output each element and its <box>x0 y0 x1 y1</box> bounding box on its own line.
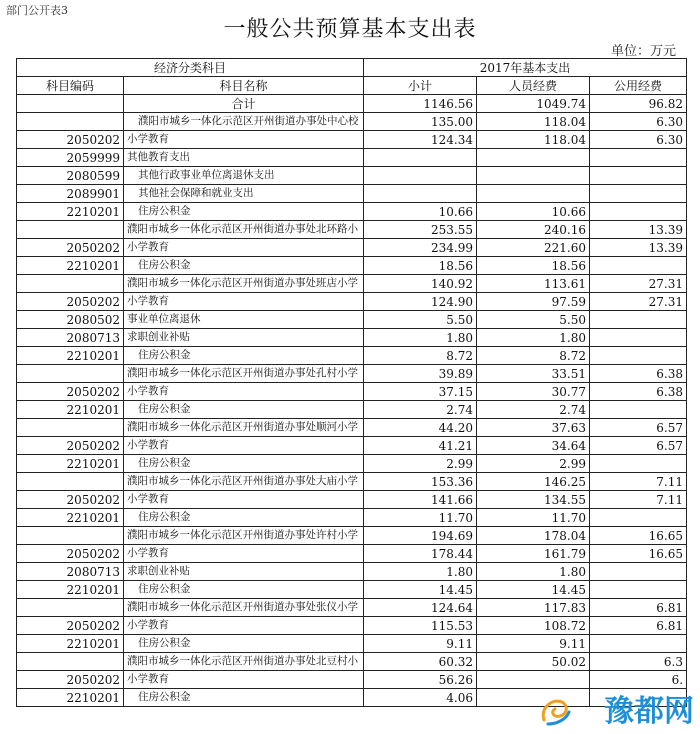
cell-name: 住房公积金 <box>124 581 364 599</box>
cell-public <box>590 563 687 581</box>
table-row <box>17 491 687 509</box>
cell-public <box>590 167 687 185</box>
cell-subtotal: 9.11 <box>364 635 477 653</box>
cell-personnel: 9.11 <box>477 635 590 653</box>
cell-name: 其他社会保障和就业支出 <box>124 185 364 203</box>
col-header-name: 科目名称 <box>124 77 364 95</box>
cell-subtotal: 14.45 <box>364 581 477 599</box>
cell-public: 16.65 <box>590 527 687 545</box>
cell-public <box>590 149 687 167</box>
cell-code <box>17 113 124 131</box>
cell-subtotal: 11.70 <box>364 509 477 527</box>
cell-subtotal: 115.53 <box>364 617 477 635</box>
cell-code: 2210201 <box>17 257 124 275</box>
table-row <box>17 419 687 437</box>
cell-personnel: 2.74 <box>477 401 590 419</box>
cell-code: 2050202 <box>17 437 124 455</box>
cell-code: 2080713 <box>17 329 124 347</box>
cell-code: 2050202 <box>17 239 124 257</box>
table-row <box>17 257 687 275</box>
group-header-basic-expense: 2017年基本支出 <box>364 59 687 77</box>
table-row <box>17 95 687 113</box>
cell-name: 事业单位离退休 <box>124 311 364 329</box>
table-column-header-row <box>17 77 687 95</box>
cell-personnel: 37.63 <box>477 419 590 437</box>
table-row <box>17 545 687 563</box>
cell-name: 住房公积金 <box>124 203 364 221</box>
cell-subtotal: 5.50 <box>364 311 477 329</box>
cell-code: 2210201 <box>17 347 124 365</box>
cell-code: 2080502 <box>17 311 124 329</box>
cell-personnel: 134.55 <box>477 491 590 509</box>
table-group-header-row <box>17 59 687 77</box>
cell-subtotal: 1146.56 <box>364 95 477 113</box>
cell-public: 13.39 <box>590 221 687 239</box>
cell-personnel <box>477 167 590 185</box>
cell-name: 小学教育 <box>124 617 364 635</box>
cell-subtotal: 1.80 <box>364 563 477 581</box>
cell-subtotal: 124.90 <box>364 293 477 311</box>
cell-personnel <box>477 671 590 689</box>
cell-subtotal: 18.56 <box>364 257 477 275</box>
table-row <box>17 581 687 599</box>
cell-code <box>17 95 124 113</box>
table-row <box>17 455 687 473</box>
cell-name: 住房公积金 <box>124 257 364 275</box>
cell-name: 住房公积金 <box>124 509 364 527</box>
cell-subtotal: 60.32 <box>364 653 477 671</box>
col-header-public: 公用经费 <box>590 77 687 95</box>
cell-public: 13.39 <box>590 239 687 257</box>
cell-public: 6.30 <box>590 113 687 131</box>
cell-name: 濮阳市城乡一体化示范区开州街道办事处大庙小学 <box>124 473 364 491</box>
cell-code: 2050202 <box>17 131 124 149</box>
cell-name: 住房公积金 <box>124 347 364 365</box>
cell-personnel: 8.72 <box>477 347 590 365</box>
cell-subtotal: 1.80 <box>364 329 477 347</box>
table-row <box>17 113 687 131</box>
cell-name: 小学教育 <box>124 239 364 257</box>
cell-subtotal <box>364 167 477 185</box>
cell-code: 2210201 <box>17 509 124 527</box>
cell-subtotal: 8.72 <box>364 347 477 365</box>
cell-personnel: 34.64 <box>477 437 590 455</box>
cell-name: 小学教育 <box>124 545 364 563</box>
cell-code: 2210201 <box>17 581 124 599</box>
cell-personnel: 108.72 <box>477 617 590 635</box>
cell-public: 27.31 <box>590 275 687 293</box>
col-header-subtotal: 小计 <box>364 77 477 95</box>
table-row <box>17 617 687 635</box>
cell-name: 住房公积金 <box>124 635 364 653</box>
cell-code <box>17 473 124 491</box>
cell-personnel: 5.50 <box>477 311 590 329</box>
table-row <box>17 329 687 347</box>
cell-public: 7.11 <box>590 473 687 491</box>
cell-public: 6.81 <box>590 599 687 617</box>
cell-code: 2210201 <box>17 401 124 419</box>
table-row <box>17 509 687 527</box>
cell-name: 濮阳市城乡一体化示范区开州街道办事处班店小学 <box>124 275 364 293</box>
cell-name: 其他教育支出 <box>124 149 364 167</box>
budget-table <box>16 58 687 707</box>
cell-personnel <box>477 149 590 167</box>
cell-personnel: 11.70 <box>477 509 590 527</box>
cell-code <box>17 419 124 437</box>
cell-code: 2210201 <box>17 689 124 707</box>
cell-personnel: 117.83 <box>477 599 590 617</box>
cell-personnel: 18.56 <box>477 257 590 275</box>
cell-public: 6.81 <box>590 617 687 635</box>
cell-subtotal: 153.36 <box>364 473 477 491</box>
cell-code: 2050202 <box>17 491 124 509</box>
cell-public: 6.57 <box>590 437 687 455</box>
cell-public <box>590 203 687 221</box>
cell-code: 2089901 <box>17 185 124 203</box>
cell-code <box>17 275 124 293</box>
cell-personnel: 118.04 <box>477 131 590 149</box>
page-title: 一般公共预算基本支出表 <box>223 17 477 42</box>
cell-subtotal: 2.74 <box>364 401 477 419</box>
table-row <box>17 347 687 365</box>
cell-code: 2210201 <box>17 455 124 473</box>
cell-name: 濮阳市城乡一体化示范区开州街道办事处北豆村小 <box>124 653 364 671</box>
cell-public <box>590 635 687 653</box>
group-header-economic: 经济分类科目 <box>17 59 364 77</box>
cell-public <box>590 509 687 527</box>
cell-personnel: 1.80 <box>477 329 590 347</box>
cell-code: 2050202 <box>17 617 124 635</box>
cell-public: 7.11 <box>590 491 687 509</box>
cell-personnel: 146.25 <box>477 473 590 491</box>
cell-subtotal: 135.00 <box>364 113 477 131</box>
table-body <box>17 95 687 707</box>
table-row <box>17 239 687 257</box>
cell-code <box>17 527 124 545</box>
cell-public: 6.30 <box>590 131 687 149</box>
cell-subtotal: 194.69 <box>364 527 477 545</box>
cell-personnel <box>477 185 590 203</box>
cell-subtotal: 4.06 <box>364 689 477 707</box>
cell-personnel: 113.61 <box>477 275 590 293</box>
cell-subtotal: 44.20 <box>364 419 477 437</box>
cell-public: 6. <box>590 671 687 689</box>
cell-name: 濮阳市城乡一体化示范区开州街道办事处中心校 <box>124 113 364 131</box>
table-row <box>17 689 687 707</box>
table-row <box>17 203 687 221</box>
cell-personnel: 14.45 <box>477 581 590 599</box>
cell-personnel: 118.04 <box>477 113 590 131</box>
cell-public <box>590 581 687 599</box>
cell-public <box>590 347 687 365</box>
cell-personnel: 30.77 <box>477 383 590 401</box>
cell-public: 6.38 <box>590 383 687 401</box>
cell-name: 小学教育 <box>124 293 364 311</box>
cell-subtotal: 39.89 <box>364 365 477 383</box>
unit-label: 单位：万元 <box>610 44 676 59</box>
cell-public <box>590 185 687 203</box>
cell-code <box>17 221 124 239</box>
cell-code: 2050202 <box>17 545 124 563</box>
cell-personnel: 221.60 <box>477 239 590 257</box>
cell-personnel: 178.04 <box>477 527 590 545</box>
cell-subtotal <box>364 185 477 203</box>
cell-name: 其他行政事业单位离退休支出 <box>124 167 364 185</box>
table-row <box>17 149 687 167</box>
cell-subtotal: 10.66 <box>364 203 477 221</box>
cell-name: 合计 <box>124 95 364 113</box>
cell-name: 住房公积金 <box>124 689 364 707</box>
dragon-logo-icon <box>538 694 572 728</box>
cell-public <box>590 257 687 275</box>
cell-subtotal: 37.15 <box>364 383 477 401</box>
cell-public <box>590 311 687 329</box>
table-row <box>17 671 687 689</box>
cell-subtotal: 234.99 <box>364 239 477 257</box>
cell-public <box>590 329 687 347</box>
table-row <box>17 311 687 329</box>
cell-code: 2210201 <box>17 635 124 653</box>
cell-subtotal: 178.44 <box>364 545 477 563</box>
cell-code: 2050202 <box>17 383 124 401</box>
cell-personnel: 1.80 <box>477 563 590 581</box>
cell-personnel: 97.59 <box>477 293 590 311</box>
cell-name: 小学教育 <box>124 131 364 149</box>
cell-public: 6.57 <box>590 419 687 437</box>
table-row <box>17 653 687 671</box>
corner-label: 部门公开表3 <box>6 4 68 17</box>
cell-personnel: 240.16 <box>477 221 590 239</box>
table-row <box>17 383 687 401</box>
cell-public <box>590 401 687 419</box>
cell-code: 2080599 <box>17 167 124 185</box>
cell-name: 求职创业补贴 <box>124 563 364 581</box>
cell-name: 小学教育 <box>124 671 364 689</box>
cell-subtotal: 124.34 <box>364 131 477 149</box>
table-row <box>17 221 687 239</box>
cell-subtotal: 56.26 <box>364 671 477 689</box>
table-row <box>17 401 687 419</box>
table-row <box>17 365 687 383</box>
cell-name: 小学教育 <box>124 437 364 455</box>
table-row <box>17 131 687 149</box>
cell-public: 6.38 <box>590 365 687 383</box>
cell-name: 住房公积金 <box>124 455 364 473</box>
cell-personnel: 33.51 <box>477 365 590 383</box>
cell-subtotal: 124.64 <box>364 599 477 617</box>
cell-subtotal: 2.99 <box>364 455 477 473</box>
cell-name: 小学教育 <box>124 491 364 509</box>
table-row <box>17 185 687 203</box>
cell-subtotal <box>364 149 477 167</box>
cell-code: 2210201 <box>17 203 124 221</box>
cell-name: 濮阳市城乡一体化示范区开州街道办事处北环路小 <box>124 221 364 239</box>
cell-code <box>17 365 124 383</box>
table-row <box>17 167 687 185</box>
cell-subtotal: 141.66 <box>364 491 477 509</box>
cell-code: 2050202 <box>17 671 124 689</box>
cell-name: 濮阳市城乡一体化示范区开州街道办事处张仪小学 <box>124 599 364 617</box>
cell-personnel: 10.66 <box>477 203 590 221</box>
cell-name: 濮阳市城乡一体化示范区开州街道办事处孔村小学 <box>124 365 364 383</box>
cell-public: 6.3 <box>590 653 687 671</box>
table-row <box>17 599 687 617</box>
cell-name: 求职创业补贴 <box>124 329 364 347</box>
cell-code <box>17 599 124 617</box>
cell-subtotal: 140.92 <box>364 275 477 293</box>
cell-name: 小学教育 <box>124 383 364 401</box>
watermark-text: 豫都网 <box>604 694 694 729</box>
cell-name: 住房公积金 <box>124 401 364 419</box>
cell-code <box>17 653 124 671</box>
table-row <box>17 635 687 653</box>
cell-code: 2050202 <box>17 293 124 311</box>
cell-name: 濮阳市城乡一体化示范区开州街道办事处顺河小学 <box>124 419 364 437</box>
cell-public: 96.82 <box>590 95 687 113</box>
table-row <box>17 527 687 545</box>
cell-public: 27.31 <box>590 293 687 311</box>
cell-personnel: 1049.74 <box>477 95 590 113</box>
cell-personnel <box>477 689 590 707</box>
cell-personnel: 161.79 <box>477 545 590 563</box>
cell-personnel: 50.02 <box>477 653 590 671</box>
table-row <box>17 563 687 581</box>
cell-subtotal: 41.21 <box>364 437 477 455</box>
cell-code: 2080713 <box>17 563 124 581</box>
table-row <box>17 437 687 455</box>
cell-name: 濮阳市城乡一体化示范区开州街道办事处许村小学 <box>124 527 364 545</box>
table-row <box>17 293 687 311</box>
cell-public <box>590 455 687 473</box>
cell-personnel: 2.99 <box>477 455 590 473</box>
cell-subtotal: 253.55 <box>364 221 477 239</box>
table-row <box>17 275 687 293</box>
cell-public: 16.65 <box>590 545 687 563</box>
col-header-code: 科目编码 <box>17 77 124 95</box>
cell-code: 2059999 <box>17 149 124 167</box>
col-header-personnel: 人员经费 <box>477 77 590 95</box>
table-row <box>17 473 687 491</box>
